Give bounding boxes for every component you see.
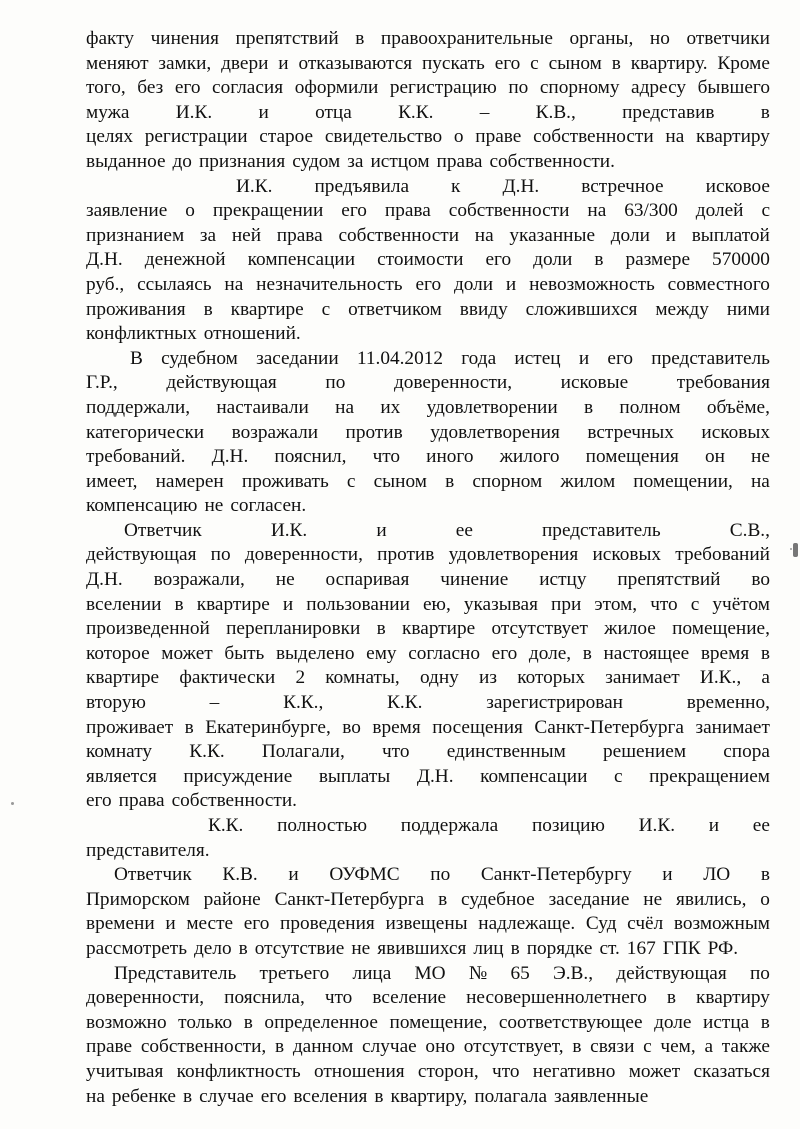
scan-speck [11,802,14,805]
text-line: праве собственности, в данном случае оно отсутствует, в связи с чем, а также [86,1036,770,1058]
paragraph [86,863,770,961]
text-line: рассмотреть дело в отсутствие не явившихся лиц в порядке ст. 167 ГПК РФ. [86,937,739,959]
text-line: В судебном заседании 11.04.2012 года истец и его представитель [130,347,770,369]
text-line: Д.Н. возражали, не оспаривая чинение истцу препятствий во [86,569,770,591]
text-line: произведенной перепланировки в квартире отсутствует жилое помещение, [86,618,770,640]
text-line: признанием за ней права собственности на указанные доли и выплатой [86,224,770,246]
text-line: конфликтных отношений. [86,323,301,345]
text-line: которое может быть выделено ему согласно его доле, в настоящее время в [86,642,770,664]
text-line: является присуждение выплаты Д.Н. компенсации с прекращением [86,765,770,787]
text-line: действующая по доверенности, против удовлетворения исковых требований [86,544,770,566]
text-line: комнату К.К. Полагали, что единственным решением спора [86,741,770,763]
text-line: на ребенке в случае его вселения в квартиру, полагала заявленные [86,1085,649,1107]
text-line: мужа И.К. и отца К.К. – К.В., представив в [86,101,770,123]
text-line: К.К. полностью поддержала позицию И.К. и ее [208,815,770,836]
text-line: требований. Д.Н. пояснил, что иного жилого помещения он не [86,446,770,468]
text-line: квартире фактически 2 комнаты, одну из которых занимает И.К., а [86,667,770,689]
text-line: Г.Р., действующая по доверенности, исковые требования [86,372,770,394]
paragraph [86,962,770,1110]
text-line: факту чинения препятствий в правоохранительные органы, но ответчики [86,28,770,49]
text-line: вселении в квартире и пользовании ею, указывая при этом, что с учётом [86,593,770,615]
paragraph [86,27,770,175]
text-line: выданное до признания судом за истцом права собственности. [86,150,615,172]
text-line: И.К. предъявила к Д.Н. встречное исковое [236,175,770,197]
text-line: представителя. [86,839,210,861]
paragraph [86,519,770,814]
text-line: руб., ссылаясь на незначительность его доли и невозможность совместного [86,273,770,295]
text-line: времени и месте его проведения извещены надлежаще. Суд счёл возможным [86,913,770,935]
text-line: учитывая конфликтность отношения сторон, что негативно может сказаться [86,1060,770,1082]
text-line: доверенности, пояснила, что вселение несовершеннолетнего в квартиру [86,987,770,1009]
text-line: проживает в Екатеринбурге, во время посещения Санкт-Петербурга занимает [86,716,770,738]
text-line: целях регистрации старое свидетельство о праве собственности на квартиру [86,126,770,148]
paragraph [86,347,770,519]
text-line: заявление о прекращении его права собственности на 63/300 долей с [86,200,770,222]
text-line: имеет, намерен проживать с сыном в спорном жилом помещении, на [86,470,770,492]
text-line: Ответчик К.В. и ОУФМС по Санкт-Петербургу и ЛО в [114,864,770,886]
text-line: Ответчик И.К. и ее представитель С.В., [124,519,770,541]
text-line: Д.Н. денежной компенсации стоимости его доли в размере 570000 [86,249,770,271]
margin-mark [793,543,798,557]
scan-speck [790,548,792,550]
paragraph [86,814,770,863]
text-line: Представитель третьего лица МО № 65 Э.В., действующая по [114,962,770,984]
text-line: проживания в квартире с ответчиком ввиду сложившихся между ними [86,298,770,320]
text-line: того, без его согласия оформили регистрацию по спорному адресу бывшего [86,77,770,99]
text-line: меняют замки, двери и отказываются пускать его с сыном в квартиру. Кроме [86,52,770,74]
text-line: возможно только в определенное помещение, соответствующее доле истца в [86,1011,770,1033]
document-body [86,27,770,1109]
text-line: его права собственности. [86,790,298,812]
paragraph [86,175,770,347]
text-line: компенсацию не согласен. [86,495,307,517]
text-line: категорически возражали против удовлетворения встречных исковых [86,421,770,443]
text-line: Приморском районе Санкт-Петербурга в судебное заседание не явились, о [86,888,770,910]
text-line: вторую – К.К., К.К. зарегистрирован временно, [86,692,770,714]
text-line: поддержали, настаивали на их удовлетворении в полном объёме, [86,396,770,418]
